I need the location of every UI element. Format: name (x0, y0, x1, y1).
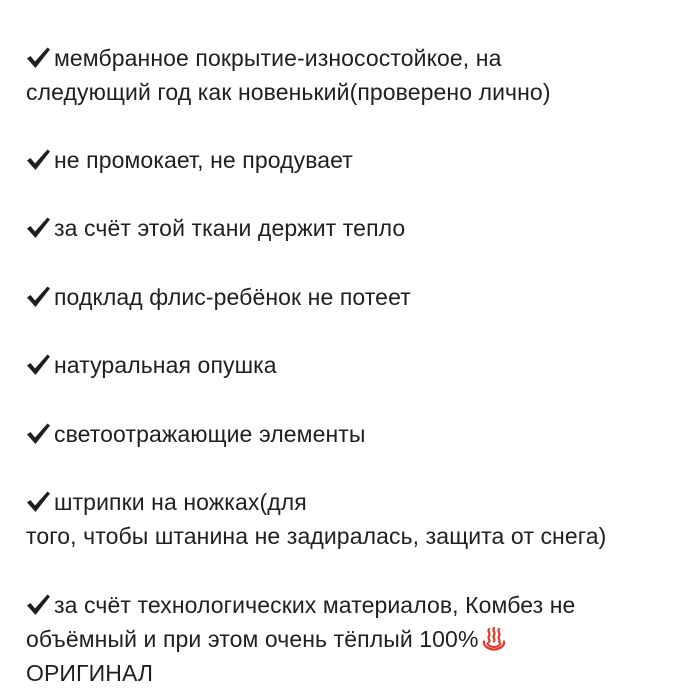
heavy-check-mark-icon (26, 422, 51, 446)
feature-item-warmth (26, 211, 680, 245)
feature-text-line: объёмный и при этом очень тёплый 100% (26, 626, 479, 652)
feature-text-line: штрипки на ножках(для (54, 489, 307, 515)
feature-text-line: мембранное покрытие-износостойкое, на (54, 45, 502, 71)
feature-item-natural-fur (26, 348, 680, 382)
heavy-check-mark-icon (26, 216, 51, 240)
feature-text-line: за счёт этой ткани держит тепло (54, 215, 406, 241)
feature-item-materials (26, 588, 680, 690)
feature-text-line: подклад флис-ребёнок не потеет (54, 284, 411, 310)
heavy-check-mark-icon (26, 490, 51, 514)
feature-item-membrane (26, 41, 680, 109)
feature-item-fleece-lining (26, 280, 680, 314)
feature-text-line: не промокает, не продувает (54, 147, 353, 173)
feature-text-line: за счёт технологических материалов, Комбез не (54, 592, 576, 618)
feature-text-line: ОРИГИНАЛ (26, 660, 154, 686)
feature-text-line: натуральная опушка (54, 352, 277, 378)
feature-text-line: следующий год как новенький(проверено лично) (26, 79, 551, 105)
feature-item-foot-straps (26, 485, 680, 553)
feature-item-waterproof (26, 143, 680, 177)
heavy-check-mark-icon (26, 353, 51, 377)
feature-text-line: того, чтобы штанина не задиралась, защита от снега) (26, 523, 607, 549)
heavy-check-mark-icon (26, 46, 51, 70)
heavy-check-mark-icon (26, 593, 51, 617)
heavy-check-mark-icon (26, 285, 51, 309)
feature-item-reflective (26, 417, 680, 451)
feature-text-line: светоотражающие элементы (54, 421, 366, 447)
hot-springs-icon (481, 626, 507, 652)
heavy-check-mark-icon (26, 148, 51, 172)
